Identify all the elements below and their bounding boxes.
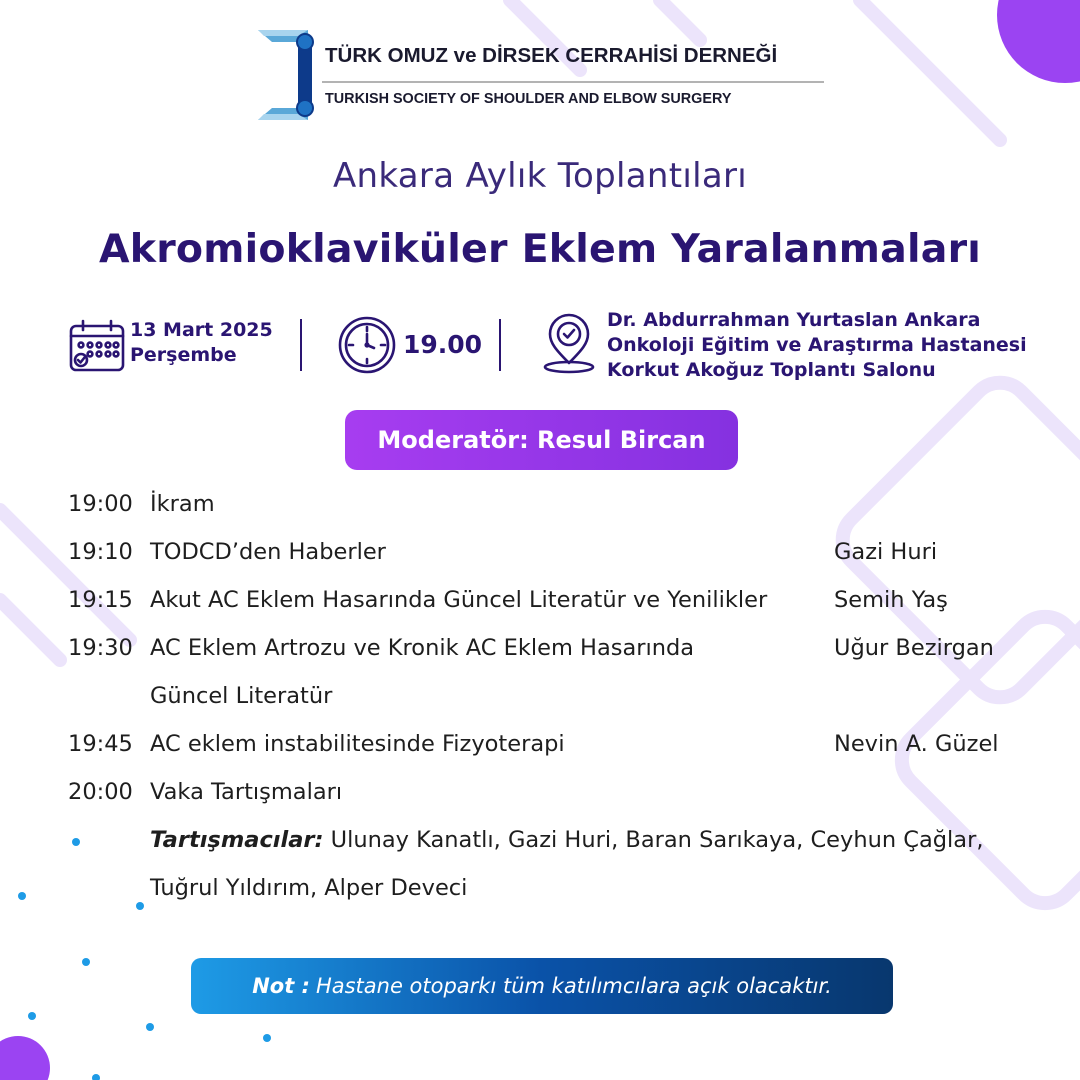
program-topic: AC eklem instabilitesinde Fizyoterapi — [150, 731, 565, 757]
note-label: Not : — [252, 974, 310, 998]
event-title: Akromioklaviküler Eklem Yaralanmaları — [99, 226, 981, 272]
discussants-label: Tartışmacılar: — [150, 827, 324, 853]
program-topic: Akut AC Eklem Hasarında Güncel Literatür ve Yenilikler — [150, 587, 768, 613]
event-day: Perşembe — [130, 344, 237, 366]
clock-icon — [337, 315, 397, 375]
program-topic: İkram — [150, 491, 215, 517]
program-time: 20:00 — [68, 779, 133, 805]
program-topic: Vaka Tartışmaları — [150, 779, 343, 805]
program-speaker: Semih Yaş — [834, 587, 948, 613]
society-logo — [258, 28, 828, 124]
moderator-badge: Moderatör: Resul Bircan — [345, 410, 738, 470]
event-time: 19.00 — [403, 330, 483, 359]
separator — [499, 319, 501, 371]
discussants-names: Ulunay Kanatlı, Gazi Huri, Baran Sarıkaya, Ceyhun Çağlar, — [330, 827, 984, 853]
program-time: 19:15 — [68, 587, 133, 613]
program-topic: AC Eklem Artrozu ve Kronik AC Eklem Hasarında — [150, 635, 695, 661]
program-topic: TODCD’den Haberler — [150, 539, 386, 565]
org-name-en: TURKISH SOCIETY OF SHOULDER AND ELBOW SURGERY — [325, 91, 732, 107]
venue-line-1: Dr. Abdurrahman Yurtaslan Ankara — [607, 309, 981, 331]
program-speaker: Gazi Huri — [834, 539, 938, 565]
org-name-tr: TÜRK OMUZ ve DİRSEK CERRAHİSİ DERNEĞİ — [325, 44, 778, 67]
note-text: Hastane otoparkı tüm katılımcılara açık olacaktır. — [315, 974, 832, 998]
program-speaker: Nevin A. Güzel — [834, 731, 999, 757]
separator — [300, 319, 302, 371]
program-time: 19:45 — [68, 731, 133, 757]
program-speaker: Uğur Bezirgan — [834, 635, 994, 661]
event-date — [130, 318, 273, 368]
program-time: 19:30 — [68, 635, 133, 661]
discussants-line-2: Tuğrul Yıldırım, Alper Deveci — [150, 875, 468, 901]
program-topic-continued: Güncel Literatür — [150, 683, 333, 709]
venue-line-2: Onkoloji Eğitim ve Araştırma Hastanesi — [607, 334, 1027, 356]
event-series: Ankara Aylık Toplantıları — [332, 156, 747, 196]
parking-note — [191, 958, 893, 1014]
calendar-icon — [68, 318, 126, 372]
event-date-line1: 13 Mart 2025 — [130, 319, 273, 341]
program-time: 19:00 — [68, 491, 133, 517]
event-venue — [607, 308, 1027, 383]
discussants-line-1 — [150, 827, 984, 853]
venue-line-3: Korkut Akoğuz Toplantı Salonu — [607, 359, 936, 381]
program-time: 19:10 — [68, 539, 133, 565]
location-pin-icon — [540, 313, 598, 375]
